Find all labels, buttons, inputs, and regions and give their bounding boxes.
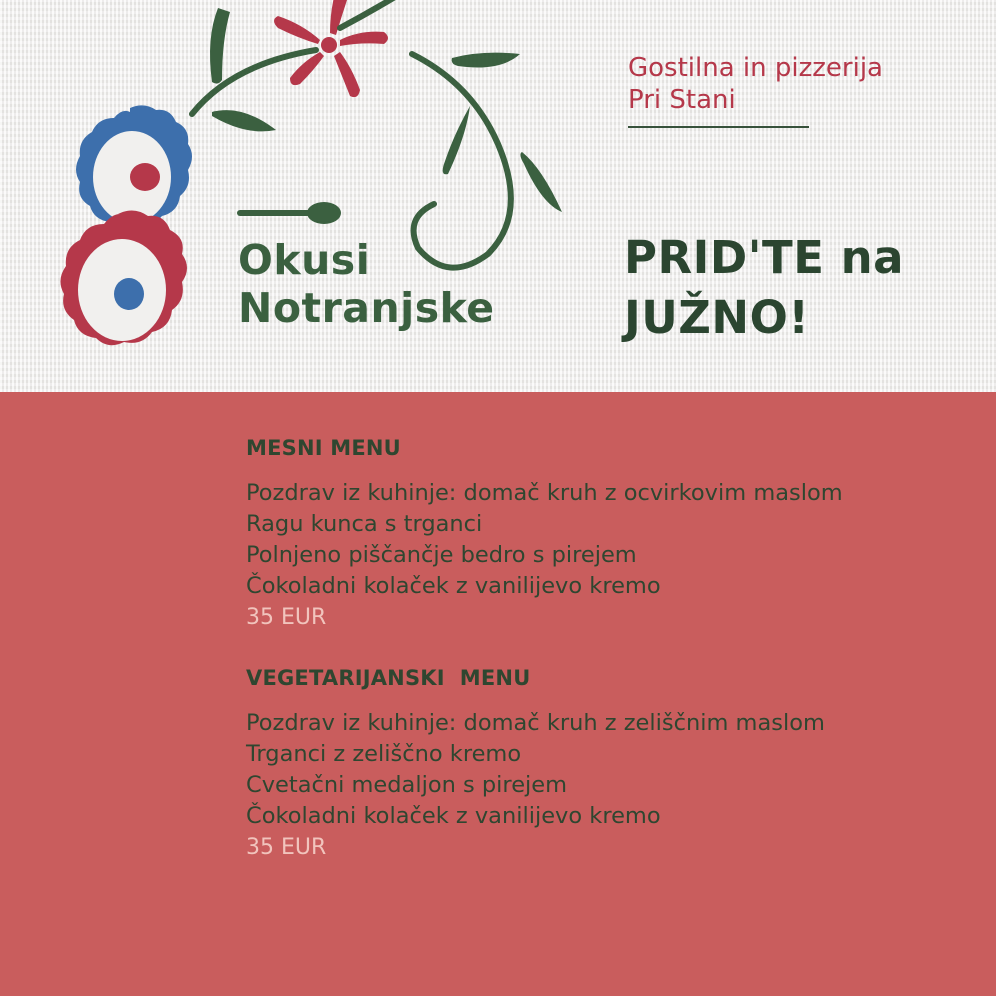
venue-name xyxy=(628,52,883,116)
menu-item: Trganci z zeliščno kremo xyxy=(246,741,522,767)
brand-line-1: Okusi xyxy=(238,236,371,284)
menu-price: 35 EUR xyxy=(246,605,327,630)
header-panel xyxy=(0,0,996,392)
folk-flower-logo-icon xyxy=(0,0,600,392)
vegetarian-menu-section xyxy=(246,664,825,863)
menu-item: Cvetačni medaljon s pirejem xyxy=(246,772,568,798)
red-daisy-icon xyxy=(274,0,388,97)
red-flower-icon xyxy=(60,210,187,345)
venue-line-1: Gostilna in pizzerija xyxy=(628,53,883,83)
headline xyxy=(624,228,904,348)
menu-item: Čokoladni kolaček z vanilijevo kremo xyxy=(246,803,661,829)
headline-line-1: PRID'TE na xyxy=(624,231,905,284)
blue-flower-icon xyxy=(76,105,192,227)
menu-item: Pozdrav iz kuhinje: domač kruh z zeliščnim maslom xyxy=(246,710,825,736)
menu-item: Pozdrav iz kuhinje: domač kruh z ocvirkovim maslom xyxy=(246,480,843,506)
menu-title: MESNI MENU xyxy=(246,436,401,460)
meat-menu-section xyxy=(246,434,843,633)
brand-line-2: Notranjske xyxy=(238,284,495,332)
menu-item: Polnjeno piščančje bedro s pirejem xyxy=(246,542,637,568)
menu-item: Ragu kunca s trganci xyxy=(246,511,483,537)
menu-title: VEGETARIJANSKI MENU xyxy=(246,666,531,690)
brand-logo-text xyxy=(238,236,495,332)
menu-item: Čokoladni kolaček z vanilijevo kremo xyxy=(246,573,661,599)
spoon-icon xyxy=(240,202,341,224)
headline-line-2: JUŽNO! xyxy=(624,291,810,344)
venue-line-2: Pri Stani xyxy=(628,85,736,115)
venue-divider xyxy=(628,126,809,128)
menu-price: 35 EUR xyxy=(246,835,327,860)
